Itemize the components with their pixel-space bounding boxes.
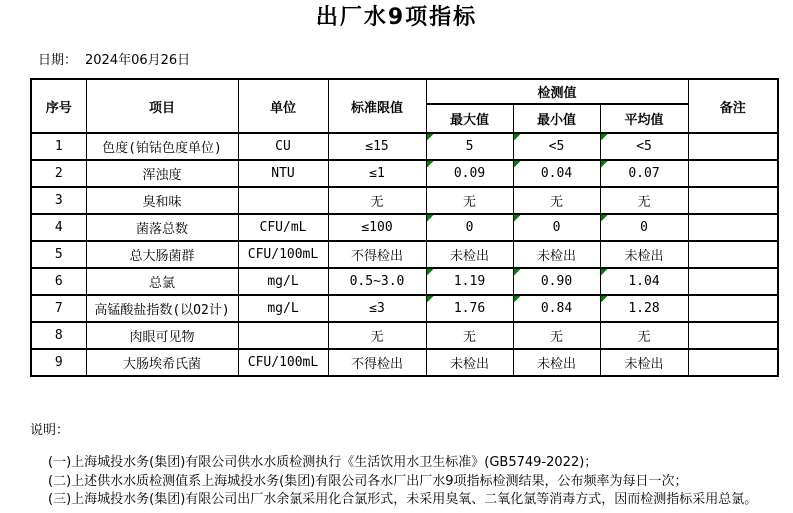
notes-heading: 说明：: [30, 423, 70, 438]
cell-max-value: 5: [426, 133, 513, 160]
cell-standard-limit: ≤100: [328, 214, 426, 241]
cell-unit: [238, 187, 328, 214]
cell-min-value: 0.84: [513, 295, 600, 322]
cell-item-name: 大肠埃希氏菌: [86, 349, 238, 376]
col-header-remark: 备注: [688, 79, 778, 133]
cell-unit: CFU/100mL: [238, 349, 328, 376]
note-line: (三)上海城投水务(集团)有限公司出厂水余氯采用化合氯形式，未采用臭氧、二氧化氯等消毒方式，因而检测指标采用总氯。: [48, 492, 758, 507]
cell-standard-limit: ≤3: [328, 295, 426, 322]
notes-section: [48, 454, 793, 510]
cell-row-number: 3: [31, 187, 86, 214]
cell-unit: mg/L: [238, 295, 328, 322]
cell-row-number: 4: [31, 214, 86, 241]
excel-flag-icon: [601, 215, 608, 222]
cell-remark: [688, 268, 778, 295]
cell-min-value: 未检出: [513, 241, 600, 268]
cell-remark: [688, 160, 778, 187]
cell-row-number: 1: [31, 133, 86, 160]
excel-flag-icon: [427, 296, 434, 303]
note-line: (一)上海城投水务(集团)有限公司供水水质检测执行《生活饮用水卫生标准》(GB5749-2022)；: [48, 455, 598, 470]
col-header-max: 最大值: [426, 104, 513, 133]
cell-remark: [688, 349, 778, 376]
col-header-min: 最小值: [513, 104, 600, 133]
cell-avg-value: 无: [600, 322, 688, 349]
cell-standard-limit: 不得检出: [328, 349, 426, 376]
indicators-table: [30, 78, 779, 377]
cell-standard-limit: 无: [328, 187, 426, 214]
table-row: [31, 295, 778, 322]
col-header-item: 项目: [86, 79, 238, 133]
cell-min-value: 无: [513, 322, 600, 349]
cell-unit: [238, 322, 328, 349]
report-date: [38, 53, 793, 69]
cell-row-number: 9: [31, 349, 86, 376]
excel-flag-icon: [427, 161, 434, 168]
excel-flag-icon: [427, 269, 434, 276]
table-row: [31, 133, 778, 160]
table-row: [31, 187, 778, 214]
cell-min-value: 0: [513, 214, 600, 241]
cell-unit: mg/L: [238, 268, 328, 295]
cell-avg-value: 未检出: [600, 241, 688, 268]
cell-row-number: 2: [31, 160, 86, 187]
cell-avg-value: 未检出: [600, 349, 688, 376]
cell-avg-value: 0: [600, 214, 688, 241]
cell-avg-value: 0.07: [600, 160, 688, 187]
cell-standard-limit: 0.5~3.0: [328, 268, 426, 295]
cell-min-value: 未检出: [513, 349, 600, 376]
cell-min-value: 0.90: [513, 268, 600, 295]
cell-avg-value: <5: [600, 133, 688, 160]
cell-row-number: 6: [31, 268, 86, 295]
col-header-unit: 单位: [238, 79, 328, 133]
cell-standard-limit: 无: [328, 322, 426, 349]
cell-item-name: 总大肠菌群: [86, 241, 238, 268]
col-header-no: 序号: [31, 79, 86, 133]
excel-flag-icon: [601, 161, 608, 168]
table-row: [31, 349, 778, 376]
col-header-limit: 标准限值: [328, 79, 426, 133]
cell-row-number: 8: [31, 322, 86, 349]
cell-avg-value: 1.28: [600, 295, 688, 322]
table-row: [31, 160, 778, 187]
excel-flag-icon: [601, 269, 608, 276]
cell-avg-value: 1.04: [600, 268, 688, 295]
cell-row-number: 5: [31, 241, 86, 268]
cell-remark: [688, 214, 778, 241]
cell-max-value: 1.76: [426, 295, 513, 322]
page-title: 出厂水9项指标: [315, 5, 478, 30]
cell-min-value: 0.04: [513, 160, 600, 187]
cell-max-value: 未检出: [426, 349, 513, 376]
cell-unit: NTU: [238, 160, 328, 187]
cell-item-name: 肉眼可见物: [86, 322, 238, 349]
cell-max-value: 无: [426, 322, 513, 349]
cell-remark: [688, 295, 778, 322]
cell-standard-limit: ≤1: [328, 160, 426, 187]
excel-flag-icon: [514, 269, 521, 276]
table-row: [31, 322, 778, 349]
excel-flag-icon: [514, 296, 521, 303]
cell-max-value: 无: [426, 187, 513, 214]
cell-remark: [688, 133, 778, 160]
cell-remark: [688, 241, 778, 268]
excel-flag-icon: [601, 134, 608, 141]
cell-max-value: 未检出: [426, 241, 513, 268]
cell-item-name: 臭和味: [86, 187, 238, 214]
excel-flag-icon: [514, 134, 521, 141]
excel-flag-icon: [427, 134, 434, 141]
cell-item-name: 高锰酸盐指数(以O2计): [86, 295, 238, 322]
cell-item-name: 色度(铂钴色度单位): [86, 133, 238, 160]
table-row: [31, 241, 778, 268]
report-date-value: 2024年06月26日: [85, 53, 191, 68]
cell-max-value: 0.09: [426, 160, 513, 187]
cell-max-value: 0: [426, 214, 513, 241]
excel-flag-icon: [514, 215, 521, 222]
cell-avg-value: 无: [600, 187, 688, 214]
cell-min-value: <5: [513, 133, 600, 160]
cell-unit: CFU/100mL: [238, 241, 328, 268]
excel-flag-icon: [601, 296, 608, 303]
cell-max-value: 1.19: [426, 268, 513, 295]
report-date-label: 日期：: [38, 53, 78, 68]
cell-standard-limit: ≤15: [328, 133, 426, 160]
cell-remark: [688, 187, 778, 214]
excel-flag-icon: [514, 161, 521, 168]
table-row: [31, 214, 778, 241]
cell-unit: CU: [238, 133, 328, 160]
cell-item-name: 浑浊度: [86, 160, 238, 187]
cell-unit: CFU/mL: [238, 214, 328, 241]
cell-row-number: 7: [31, 295, 86, 322]
cell-item-name: 总氯: [86, 268, 238, 295]
table-row: [31, 268, 778, 295]
excel-flag-icon: [427, 215, 434, 222]
note-line: (二)上述供水水质检测值系上海城投水务(集团)有限公司各水厂出厂水9项指标检测结果，公布频率为每日一次；: [48, 473, 688, 489]
cell-item-name: 菌落总数: [86, 214, 238, 241]
cell-standard-limit: 不得检出: [328, 241, 426, 268]
cell-min-value: 无: [513, 187, 600, 214]
col-header-avg: 平均值: [600, 104, 688, 133]
col-header-detection: 检测值: [426, 79, 688, 104]
cell-remark: [688, 322, 778, 349]
